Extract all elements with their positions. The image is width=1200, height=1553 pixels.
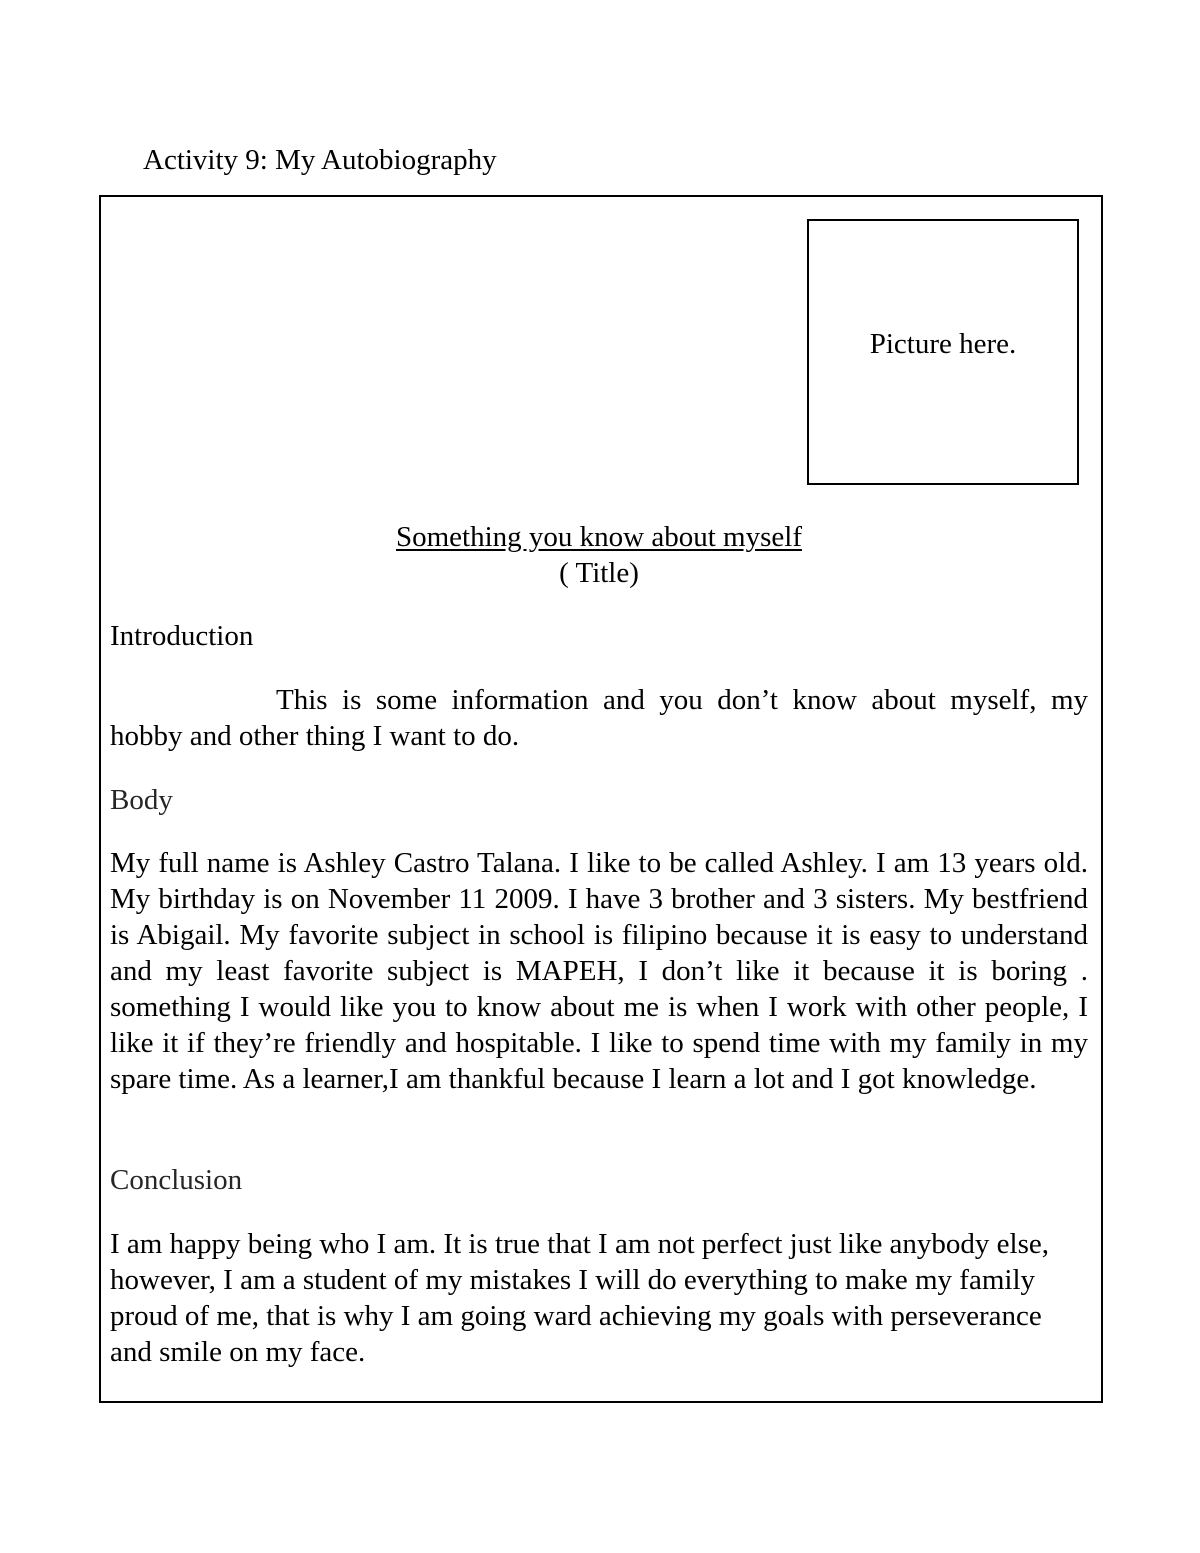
title-block — [110, 519, 1088, 591]
introduction-paragraph — [110, 682, 1088, 754]
picture-placeholder-box — [807, 219, 1079, 485]
conclusion-paragraph: I am happy being who I am. It is true that I am not perfect just like anybody else, however, I am a student of my mistakes I will do everything to make my family proud of me, that is why I am going ward achieving my goals with perseverance and smile on my face. — [110, 1228, 1050, 1368]
conclusion-label: Conclusion — [110, 1164, 243, 1196]
picture-placeholder-label: Picture here. — [869, 328, 1017, 360]
body-paragraph: My full name is Ashley Castro Talana. I like to be called Ashley. I am 13 years old. My birthday is on November 11 2009. I have 3 brother and 3 sisters. My bestfriend is Abigail. My favorite subject in school is filipino because it is easy to understand and my least favorite subject is MAPEH, I don’t like it because it is boring . something I would like you to know about me is when I work with other people, I like it if they’re friendly and hospitable. I like to spend time with my family in my spare time. As a learner,I am thankful because I learn a lot and I got knowledge. — [110, 847, 1088, 1095]
title-caption: ( Title) — [559, 557, 639, 589]
autobiography-title: Something you know about myself — [396, 521, 802, 553]
activity-heading: Activity 9: My Autobiography — [143, 144, 497, 176]
introduction-label: Introduction — [110, 620, 254, 652]
body-label: Body — [110, 784, 173, 816]
introduction-text: This is some information and you don’t know about myself, my hobby and other thing I want to do. — [110, 684, 1088, 752]
